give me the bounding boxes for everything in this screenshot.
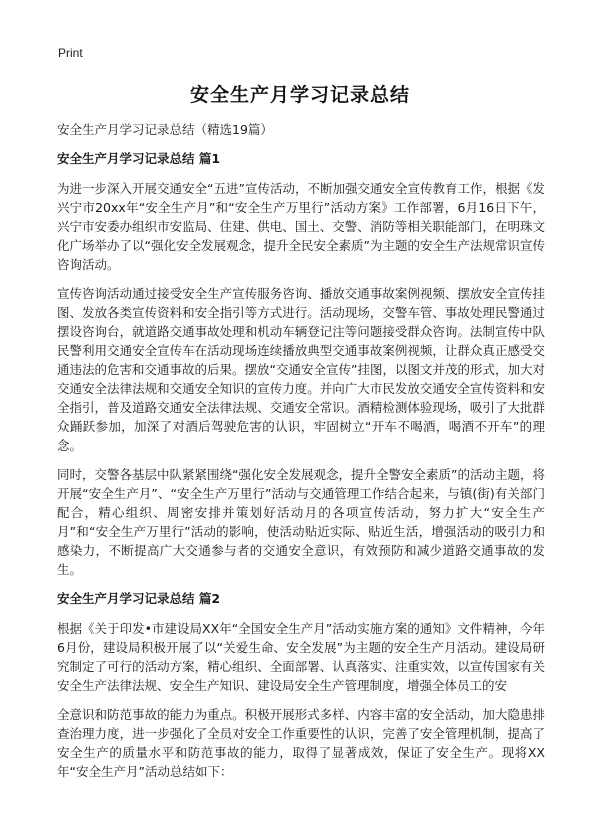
section-2	[57, 589, 545, 781]
section-1	[57, 149, 545, 579]
document-subtitle: 安全生产月学习记录总结（精选19篇）	[57, 122, 273, 137]
section-heading: 安全生产月学习记录总结 篇1	[57, 151, 221, 166]
document-body	[57, 120, 545, 791]
print-link[interactable]: Print	[58, 46, 83, 60]
paragraph: 为进一步深入开展交通安全“五进”宣传活动，不断加强交通安全宣传教育工作，根据《发兴宁市20xx年“安全生产月”和“安全生产万里行”活动方案》工作部署，6月16日下午，兴宁市安委办组织市安监局、住建、供电、国土、交警、消防等相关职能部门，在明珠文化广场举办了以“强化安全发展观念，提升全民安全素质”为主题的安全生产法规常识宣传咨询活动。	[57, 181, 545, 272]
paragraph: 全意识和防范事故的能力为重点。积极开展形式多样、内容丰富的安全活动，加大隐患排查治理力度，进一步强化了全员对安全工作重要性的认识，完善了安全管理机制，提高了安全生产的质量水平和防范事故的能力，取得了显著成效，保证了安全生产。现将XX年“安全生产月”活动总结如下：	[57, 707, 545, 779]
paragraph: 同时，交警各基层中队紧紧围绕“强化安全发展观念，提升全警安全素质”的活动主题，将开展“安全生产月”、“安全生产万里行”活动与交通管理工作结合起来，与镇(街)有关部门配合，精心组织、周密安排并策划好活动月的各项宣传活动，努力扩大“安全生产月”和“安全生产万里行”活动的影响，使活动贴近实际、贴近生活，增强活动的吸引力和感染力，不断提高广大交通参与者的交通安全意识，有效预防和减少道路交通事故的发生。	[57, 467, 545, 577]
section-heading: 安全生产月学习记录总结 篇2	[57, 591, 221, 606]
paragraph: 根据《关于印发•市建设局XX年“全国安全生产月”活动实施方案的通知》文件精神，今年6月份，建设局积极开展了以“关爱生命、安全发展”为主题的安全生产月活动。建设局研究制定了可行的活动方案，精心组织、全面部署、认真落实、注重实效，以宣传国家有关安全生产法律法规、安全生产知识、建设局安全生产管理制度，增强全体员工的安	[57, 621, 545, 693]
page-title: 安全生产月学习记录总结	[189, 84, 410, 106]
paragraph: 宣传咨询活动通过接受安全生产宣传服务咨询、播放交通事故案例视频、摆放安全宣传挂图、发放各类宣传资料和安全指引等方式进行。活动现场，交警车管、事故处理民警通过摆设咨询台，就道路交通事故处理和机动车辆登记注等问题接受群众咨询。法制宣传中队民警利用交通安全宣传车在活动现场连续播放典型交通事故案例视频，让群众真正感受交通违法的危害和交通事故的后果。摆放“交通安全宣传”挂图，以图文并茂的形式，加大对交通安全法律法规和交通安全知识的宣传力度。并向广大市民发放交通安全宣传资料和安全指引，普及道路交通安全法律法规、交通安全常识。酒精检测体验现场，吸引了大批群众踊跃参加，加深了对酒后驾驶危害的认识，牢固树立“开车不喝酒，喝酒不开车”的理念。	[57, 286, 545, 453]
